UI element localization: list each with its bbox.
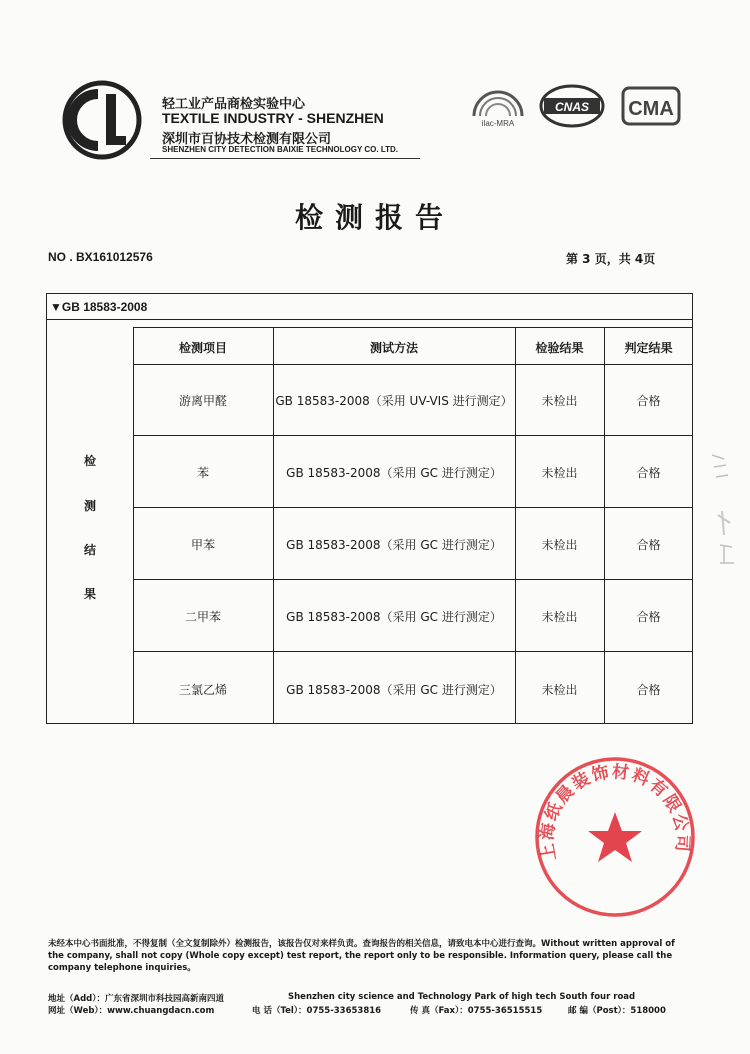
company-name-cn: 深圳市百协技术检测有限公司 (162, 132, 332, 147)
header-item: 检测项目 (178, 341, 227, 355)
row-method: GB 18583-2008（采用 GC 进行测定） (286, 538, 502, 552)
row-judgement: 合格 (636, 466, 661, 480)
row-result: 未检出 (541, 394, 578, 408)
grid-line (133, 507, 693, 508)
grid-line (133, 327, 693, 328)
footer-address-en: Shenzhen city science and Technology Park of high tech South four road (288, 992, 636, 1002)
footer-tel: 电 话（Tel）：0755-33653816 (252, 1006, 382, 1016)
row-item: 三氯乙烯 (178, 683, 227, 697)
grid-line (604, 327, 605, 724)
company-logo (62, 80, 142, 160)
report-title: 检测报告 (294, 201, 455, 234)
report-number: NO . BX161012576 (48, 250, 153, 264)
cma-text: CMA (628, 98, 674, 120)
header-judgement: 判定结果 (624, 341, 673, 355)
row-judgement: 合格 (636, 394, 661, 408)
row-judgement: 合格 (636, 538, 661, 552)
row-item: 甲苯 (190, 538, 215, 552)
row-result: 未检出 (541, 538, 578, 552)
grid-line (46, 319, 693, 320)
side-label-char: 测 (84, 499, 97, 513)
row-judgement: 合格 (636, 683, 661, 697)
grid-line (133, 435, 693, 436)
grid-line (133, 651, 693, 652)
row-judgement: 合格 (636, 610, 661, 624)
row-result: 未检出 (541, 683, 578, 697)
company-name-en: SHENZHEN CITY DETECTION BAIXIE TECHNOLOGY CO. LTD. (162, 145, 399, 154)
grid-line (133, 579, 693, 580)
footer-post: 邮 编（Post）：518000 (568, 1006, 666, 1016)
row-result: 未检出 (541, 610, 578, 624)
ilac-mra-text: ilac-MRA (481, 119, 515, 128)
section-title: ▼GB 18583-2008 (50, 300, 148, 314)
org-name-cn: 轻工业产品商检实验中心 (162, 97, 306, 112)
header-rule (150, 158, 420, 159)
side-label-char: 检 (84, 454, 97, 468)
footer-fax: 传 真（Fax）：0755-36515515 (410, 1006, 543, 1016)
header-method: 测试方法 (369, 341, 418, 355)
row-method: GB 18583-2008（采用 GC 进行测定） (286, 683, 502, 697)
grid-line (273, 327, 274, 724)
cnas-text: CNAS (554, 100, 590, 114)
grid-line (133, 364, 693, 365)
row-method: GB 18583-2008（采用 GC 进行测定） (286, 610, 502, 624)
row-result: 未检出 (541, 466, 578, 480)
side-label-char: 结 (84, 543, 97, 557)
results-box (46, 293, 693, 724)
row-method: GB 18583-2008（采用 UV-VIS 进行测定） (275, 394, 513, 408)
footer-notice: 未经本中心书面批准，不得复制（全文复制除外）检测报告，该报告仅对来样负责。查询报告的相关信息，请致电本中心进行查询。Without written approval of the company, shall not copy (Whole copy except) test report, the report only to be responsible. Information query, please call the company telephone inquiries。 (48, 939, 675, 973)
row-item: 二甲苯 (184, 610, 221, 624)
footer-address-cn: 地址（Add）：广东省深圳市科技园高新南四道 (48, 994, 224, 1004)
scan-bleed-marks (704, 445, 740, 605)
row-method: GB 18583-2008（采用 GC 进行测定） (286, 466, 502, 480)
grid-line (133, 327, 134, 724)
side-label-char: 果 (84, 587, 97, 601)
page-info: 第 3 页，共 4页 (566, 252, 656, 266)
org-name-en: TEXTILE INDUSTRY - SHENZHEN (162, 110, 384, 126)
grid-line (515, 327, 516, 724)
ilac-mra-logo (468, 82, 528, 130)
cnas-logo (538, 82, 606, 130)
cma-logo (620, 82, 682, 130)
header-result: 检验结果 (535, 341, 584, 355)
footer-website: 网址（Web）：www.chuangdacn.com (48, 1006, 215, 1016)
company-seal-stamp (530, 752, 700, 922)
row-item: 游离甲醛 (178, 394, 227, 408)
row-item: 苯 (196, 466, 209, 480)
stamp-text: 上海纸晨装饰材料有限公司 (537, 762, 693, 863)
